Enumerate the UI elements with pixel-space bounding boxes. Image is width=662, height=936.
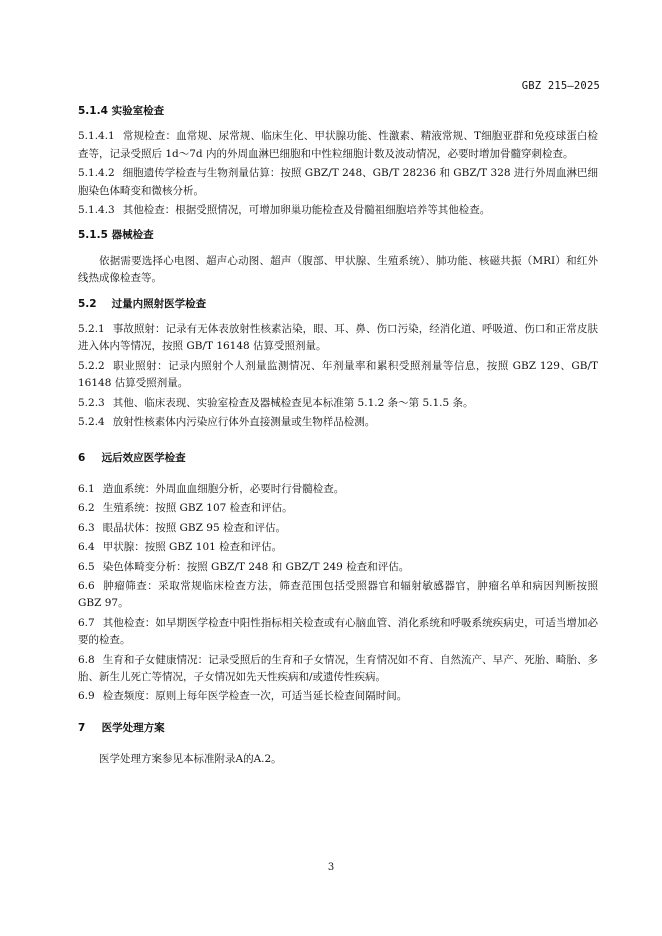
clause-6-3	[78, 520, 598, 537]
heading-number: 5.1.4	[78, 105, 108, 117]
heading-title: 实验室检查	[111, 105, 165, 117]
clause-6-7	[78, 615, 598, 650]
clause-text: 造血系统：外周血血细胞分析，必要时行骨髓检查。	[102, 482, 345, 495]
clause-5-2-4	[78, 414, 598, 431]
clause-number: 6.9	[78, 690, 95, 703]
standard-code-header: GBZ 215—2025	[521, 80, 600, 92]
clause-number: 6.6	[78, 579, 95, 592]
heading-title: 过量内照射医学检查	[111, 297, 207, 310]
clause-5-2-1	[78, 321, 598, 356]
heading-number: 5.1.5	[78, 229, 108, 242]
clause-6-8	[78, 652, 598, 687]
clause-6-2	[78, 500, 598, 517]
heading-number: 5.2	[78, 297, 97, 310]
clause-text: 生育和子女健康情况：记录受照后的生育和子女情况，生育情况如不育、自然流产、早产、死胎、畸胎、多胎、新生儿死亡等情况，子女情况如先天性疾病和/或遗传性疾病。	[78, 653, 598, 683]
clause-number: 5.2.3	[78, 396, 105, 409]
clause-6-6	[78, 578, 598, 613]
clause-5-1-4-2	[78, 165, 598, 200]
document-body	[78, 103, 598, 777]
heading-5-1-5	[78, 227, 598, 244]
clause-number: 6.2	[78, 502, 95, 515]
paragraph-5-1-5: 依据需要选择心电图、超声心动图、超声（腹部、甲状腺、生殖系统）、肺功能、核磁共振（MRI）和红外线热成像检查等。	[78, 254, 598, 285]
clause-6-9	[78, 688, 598, 705]
clause-5-1-4-1	[78, 128, 598, 163]
clause-5-1-4-3	[78, 202, 598, 219]
heading-6	[78, 450, 598, 467]
clause-text: 细胞遗传学检查与生物剂量估算：按照 GBZ/T 248、GB/T 28236 和 GBZ/T 328 进行外周血淋巴细胞染色体畸变和微核分析。	[78, 167, 598, 197]
clause-text: 其他、临床表现、实验室检查及器械检查见本标准第 5.1.2 条～第 5.1.5 条。	[112, 396, 474, 409]
clause-number: 5.2.4	[78, 416, 105, 429]
clause-number: 6.4	[78, 541, 95, 554]
clause-number: 5.2.2	[78, 359, 105, 372]
clause-6-5	[78, 559, 598, 576]
clause-number: 5.2.1	[78, 323, 105, 336]
clause-text: 眼晶状体：按照 GBZ 95 检查和评估。	[102, 521, 286, 534]
clause-number: 6.5	[78, 560, 95, 573]
clause-6-4	[78, 539, 598, 556]
clause-number: 6.1	[78, 482, 95, 495]
clause-text: 常规检查：血常规、尿常规、临床生化、甲状腺功能、性激素、精液常规、T细胞亚群和免疫球蛋白检查等，记录受照后 1d～7d 内的外周血淋巴细胞和中性粒细胞计数及波动情况，必要时增加骨髓穿刺检查。	[78, 130, 598, 160]
clause-text: 甲状腺：按照 GBZ 101 检查和评估。	[102, 541, 283, 554]
heading-title: 远后效应医学检查	[101, 451, 186, 464]
clause-number: 5.1.4.2	[78, 167, 115, 180]
clause-text: 职业照射：记录内照射个人剂量监测情况、年剂量率和累积受照剂量等信息，按照 GBZ 129、GB/T 16148 估算受照剂量。	[78, 359, 598, 390]
clause-6-1	[78, 481, 598, 498]
clause-number: 6.8	[78, 653, 95, 666]
clause-text: 放射性核素体内污染应行体外直接测量或生物样品检测。	[112, 416, 376, 429]
clause-number: 6.7	[78, 616, 95, 629]
clause-text: 染色体畸变分析：按照 GBZ/T 248 和 GBZ/T 249 检查和评估。	[102, 560, 410, 573]
clause-text: 肿瘤筛查：采取常规临床检查方法，筛查范围包括受照器官和辐射敏感器官，肿瘤名单和病因判断按照 GBZ 97。	[78, 579, 598, 610]
heading-title: 器械检查	[111, 229, 154, 242]
clause-text: 其他检查：如早期医学检查中阳性指标相关检查或有心脑血管、消化系统和呼吸系统疾病史，可适当增加必要的检查。	[78, 616, 598, 647]
heading-number: 6	[78, 451, 86, 464]
clause-number: 6.3	[78, 521, 95, 534]
clause-text: 事故照射：记录有无体表放射性核素沾染，眼、耳、鼻、伤口污染，经消化道、呼吸道、伤口和正常皮肤进入体内等情况，按照 GB/T 16148 估算受照剂量。	[78, 323, 598, 353]
heading-5-1-4	[78, 103, 598, 120]
clause-text: 生殖系统：按照 GBZ 107 检查和评估。	[102, 502, 293, 515]
clause-text: 其他检查：根据受照情况，可增加卵巢功能检查及骨髓祖细胞培养等其他检查。	[122, 204, 491, 217]
heading-7	[78, 720, 598, 737]
heading-number: 7	[78, 721, 86, 734]
page-number: 3	[327, 862, 335, 873]
clause-text: 检查频度：原则上每年医学检查一次，可适当延长检查间隔时间。	[102, 690, 408, 703]
clause-number: 5.1.4.3	[78, 204, 115, 217]
clause-5-2-3	[78, 395, 598, 412]
heading-title: 医学处理方案	[101, 721, 165, 734]
clause-5-2-2	[78, 358, 598, 393]
heading-5-2	[78, 296, 598, 313]
clause-number: 5.1.4.1	[78, 130, 115, 143]
paragraph-7: 医学处理方案参见本标准附录A的A.2。	[99, 753, 282, 766]
